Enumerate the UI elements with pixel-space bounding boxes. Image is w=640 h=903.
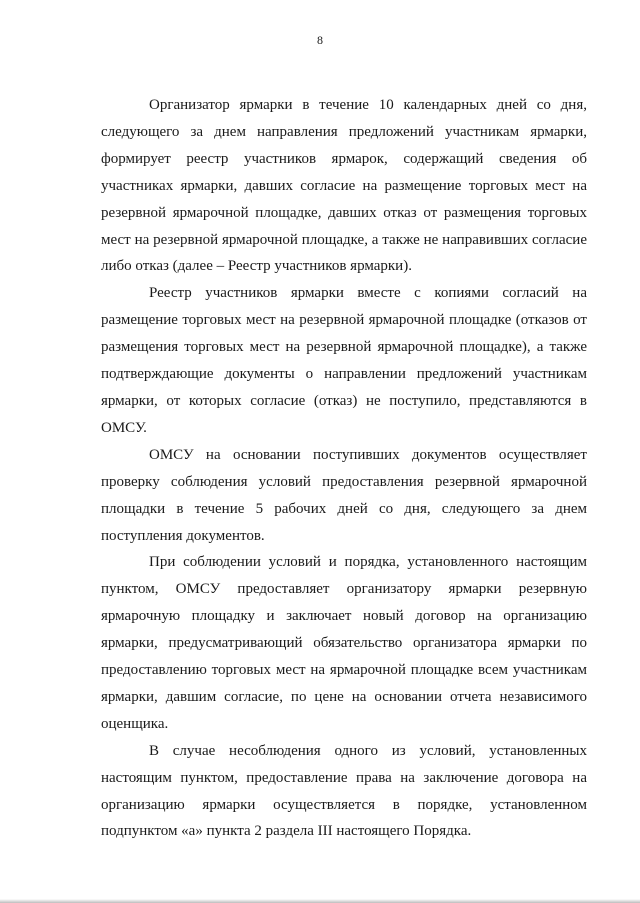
document-body bbox=[101, 92, 587, 845]
scan-bottom-edge bbox=[0, 899, 640, 903]
paragraph-non-compliance: В случае несоблюдения одного из условий, установленных настоящим пунктом, предоставление права на заключение договора на организацию ярмарки осуществляется в порядке, установленном подпунктом «а» пункта 2 раздела III настоящего Порядка. bbox=[101, 742, 587, 840]
paragraph-registry-formation: Организатор ярмарки в течение 10 календарных дней со дня, следующего за днем направления предложений участникам ярмарки, формирует реестр участников ярмарок, содержащий сведения об участниках ярмарки, давших согласие на размещение торговых мест на резервной ярмарочной площадке, давших отказ от размещения торговых мест на резервной ярмарочной площадке, а также не направивших согласие либо отказ (далее – Реестр участников ярмарки). bbox=[101, 97, 587, 275]
paragraph-omsu-verification: ОМСУ на основании поступивших документов осуществляет проверку соблюдения условий предоставления резервной ярмарочной площадки в течение 5 рабочих дней со дня, следующего за днем поступления документов. bbox=[101, 446, 587, 544]
page-number: 8 bbox=[317, 33, 323, 47]
paragraph-registry-submission: Реестр участников ярмарки вместе с копиями согласий на размещение торговых мест на резервной ярмарочной площадке (отказов от размещения торговых мест на резервной ярмарочной площадке), а также подтверждающие документы о направлении предложений участникам ярмарки, от которых согласие (отказ) не поступило, представляются в ОМСУ. bbox=[101, 285, 587, 436]
paragraph-reserve-site-provision: При соблюдении условий и порядка, установленного настоящим пунктом, ОМСУ предоставляет организатору ярмарки резервную ярмарочную площадку и заключает новый договор на организацию ярмарки, предусматривающий обязательство организатора ярмарки по предоставлению торговых мест на ярмарочной площадке всем участникам ярмарки, давшим согласие, по цене на основании отчета независимого оценщика. bbox=[101, 554, 587, 732]
